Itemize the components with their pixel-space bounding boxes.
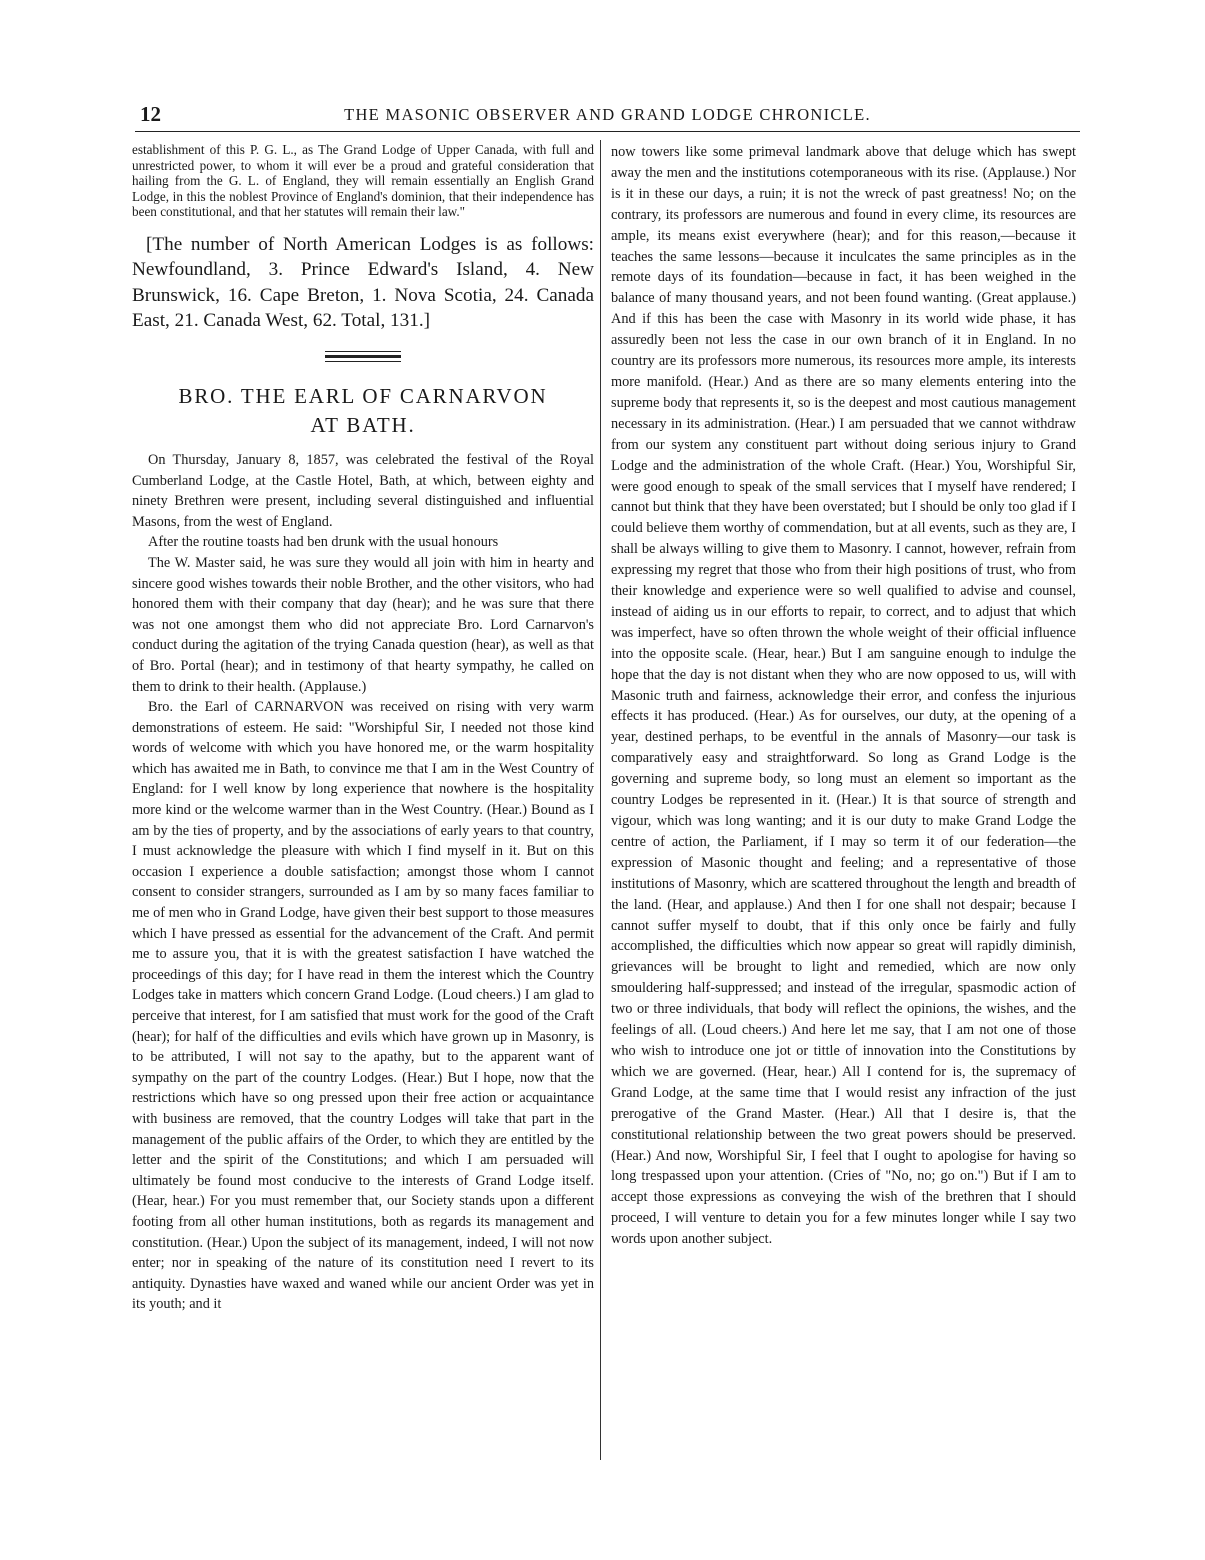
lodge-count-note: [The number of North American Lodges is as follows: Newfoundland, 3. Prince Edward's Island, 4. New Brunswick, 16. Cape Breton, 1. Nova Scotia, 24. Canada East, 21. Canada West, 62. Total, 131.] bbox=[132, 233, 594, 332]
left-column bbox=[132, 142, 594, 1315]
publication-title: THE MASONIC OBSERVER AND GRAND LODGE CHRONICLE. bbox=[344, 105, 871, 124]
article-paragraph: On Thursday, January 8, 1857, was celebrated the festival of the Royal Cumberland Lodge, at the Castle Hotel, Bath, at which, between eighty and ninety Brethren were present, including several distinguished and influential Masons, from the west of England. bbox=[132, 451, 594, 530]
ornamental-rule bbox=[325, 351, 401, 362]
article-paragraph: The W. Master said, he was sure they would all join with him in hearty and sincere good wishes towards their noble Brother, and the other visitors, who had honored them with their company that day (hear); and he was sure that there was not one amongst them who did not appreciate Bro. Lord Carnarvon's conduct during the agitation of the trying Canada question (hear), as well as that of Bro. Portal (hear); and in testimony of that hearty sympathy, he called on them to drink to their health. (Applause.) bbox=[132, 554, 594, 695]
column-divider bbox=[600, 140, 601, 1460]
article-title bbox=[132, 382, 594, 440]
article-paragraph: now towers like some primeval landmark above that deluge which has swept away the men and the institutions cotemporaneous with its rise. (Applause.) Nor is it in these our days, a ruin; it is not the wreck of past greatness! No; on the contrary, its professors are numerous and found in every clime, its resources are ample, its means exist everywhere (hear); and for this reason,—because it teaches the same lessons—because it inculcates the same principles as in the remote days of its foundation—because in fact, it has been weighed in the balance of many thousand years, and not been found wanting. (Great applause.) And if this has been the case with Masonry in its world wide phase, it has assuredly been not less the case in our own branch of it in England. In no country are its professors more numerous, its resources more ample, its interests more manifold. (Hear.) And as there are so many elements entering into the supreme body that represents it, so is the deepest and most cautious management necessary in its administration. (Hear.) I am persuaded that we cannot withdraw from our system any constituent part without doing serious injury to Grand Lodge and the administration of the whole Craft. (Hear.) You, Worshipful Sir, were good enough to speak of the small services that I myself have rendered; I cannot but think that they have been overstated; but I should be only too glad if I could believe them worthy of commendation, but at all events, such as they are, I shall be always willing to give them to Masonry. I cannot, however, refrain from expressing my regret that those who from their high positions of trust, who from their knowledge and experience were so well qualified to advise and counsel, instead of aiding us in our efforts to repair, to correct, and to adjust that which was imperfect, have so often thrown the whole weight of their official influence into the opposite scale. (Hear, hear.) But I am sanguine enough to indulge the hope that the day is not distant when they who are now opposed to us, will with Masonic truth and fairness, acknowledge their error, and confess the injurious effects it has produced. (Hear.) As for ourselves, our duty, at the opening of a year, destined perhaps, to be eventful in the annals of Masonry—our task is comparatively easy and straightforward. So long as Grand Lodge is the governing and supreme body, so long must an element so important as the country Lodges be represented in it. (Hear.) It is that source of strength and vigour, which was long wanting; and it is our duty to make Grand Lodge the centre of action, the Parliament, if I may so term it of our federation—the expression of Masonic thought and feeling; and a representative of those institutions of Masonry, which are scattered throughout the length and breadth of the land. (Hear, and applause.) And then I for one shall not despair; because I cannot suffer myself to doubt, that if this only once be fairly and fully accomplished, the difficulties which now appear so great will rapidly diminish, grievances will be brought to light and remedied, which are now only smouldering half-suppressed; and instead of the irregular, spasmodic action of two or three individuals, that body will reflect the opinions, the wishes, and the feelings of all. (Loud cheers.) And here let me say, that I am not one of those who wish to introduce one jot or tittle of innovation into the Constitutions by which we are governed. (Hear, hear.) All I contend for is, the supremacy of Grand Lodge, at the same time that I would resist any infraction of the just prerogative of the Grand Master. (Hear.) All that I desire is, that the constitutional relationship between the two great powers should be preserved. (Hear.) And now, Worshipful Sir, I feel that I ought to apologise for having so long trespassed upon your attention. (Cries of "No, no; go on.") But if I am to accept those expressions as conveying the wish of the brethren that I should proceed, I will venture to detain you for a few minutes longer while I say two words upon another subject. bbox=[611, 144, 1076, 1248]
header-rule bbox=[135, 131, 1080, 132]
quoted-passage: establishment of this P. G. L., as The Grand Lodge of Upper Canada, with full and unrestricted power, to whom it will ever be a proud and grateful consideration that hailing from the G. L. of England, they will remain essentially an English Grand Lodge, in this the noblest Province of England's dominion, that their independence has been constitutional, and that her statutes will remain their law." bbox=[132, 142, 594, 220]
running-head bbox=[135, 102, 1080, 128]
article-paragraph: Bro. the Earl of CARNARVON was received on rising with very warm demonstrations of esteem. He said: "Worshipful Sir, I needed not those kind words of welcome with which you have honored me, or the warm hospitality which has awaited me in Bath, to convince me that I am in the West Country of England: for I well know by long experience that nowhere is the hospitality more kind or the welcome warmer than in the West Country. (Hear.) Bound as I am by the ties of property, and by the associations of early years to that country, I must acknowledge the pleasure with which I find myself in it. But on this occasion I experience a double satisfaction; amongst those whom I cannot consent to consider strangers, surrounded as I am by so many faces familiar to me of men who in Grand Lodge, have given their best support to those measures which I have pressed as essential for the advancement of the Craft. And permit me to assure you, that it is with the greatest satisfaction I have watched the proceedings of this day; for I have read in them the interest which the Country Lodges take in matters which concern Grand Lodge. (Loud cheers.) I am glad to perceive that interest, for I am satisfied that must work for the good of the Craft (hear); for half of the difficulties and evils which have grown up in Masonry, is to be attributed, I will not say to the apathy, but to the apparent want of sympathy on the part of the country Lodges. (Hear.) But I hope, now that the restrictions which have so ong pressed upon their free action or acquaintance with business are removed, that the country Lodges will take that part in the management of the public affairs of the Order, to which they are entitled by the letter and the spirit of the Constitutions; and which I am persuaded will ultimately be found most conducive to the interests of Grand Lodge itself. (Hear, hear.) For you must remember that, our Society stands upon a different footing from all other human institutions, both as regards its management and constitution. (Hear.) Upon the subject of its management, indeed, I will not now enter; nor in speaking of the nature of its constitution need I revert to its antiquity. Dynasties have waxed and waned while our ancient Order was yet in its youth; and it bbox=[132, 699, 594, 1313]
page-number: 12 bbox=[140, 102, 161, 126]
article-paragraph: After the routine toasts had ben drunk with the usual honours bbox=[148, 534, 499, 551]
article-title-line-2: AT BATH. bbox=[310, 412, 416, 437]
article-title-line-1: BRO. THE EARL OF CARNARVON bbox=[178, 383, 548, 408]
right-column bbox=[611, 142, 1076, 1250]
